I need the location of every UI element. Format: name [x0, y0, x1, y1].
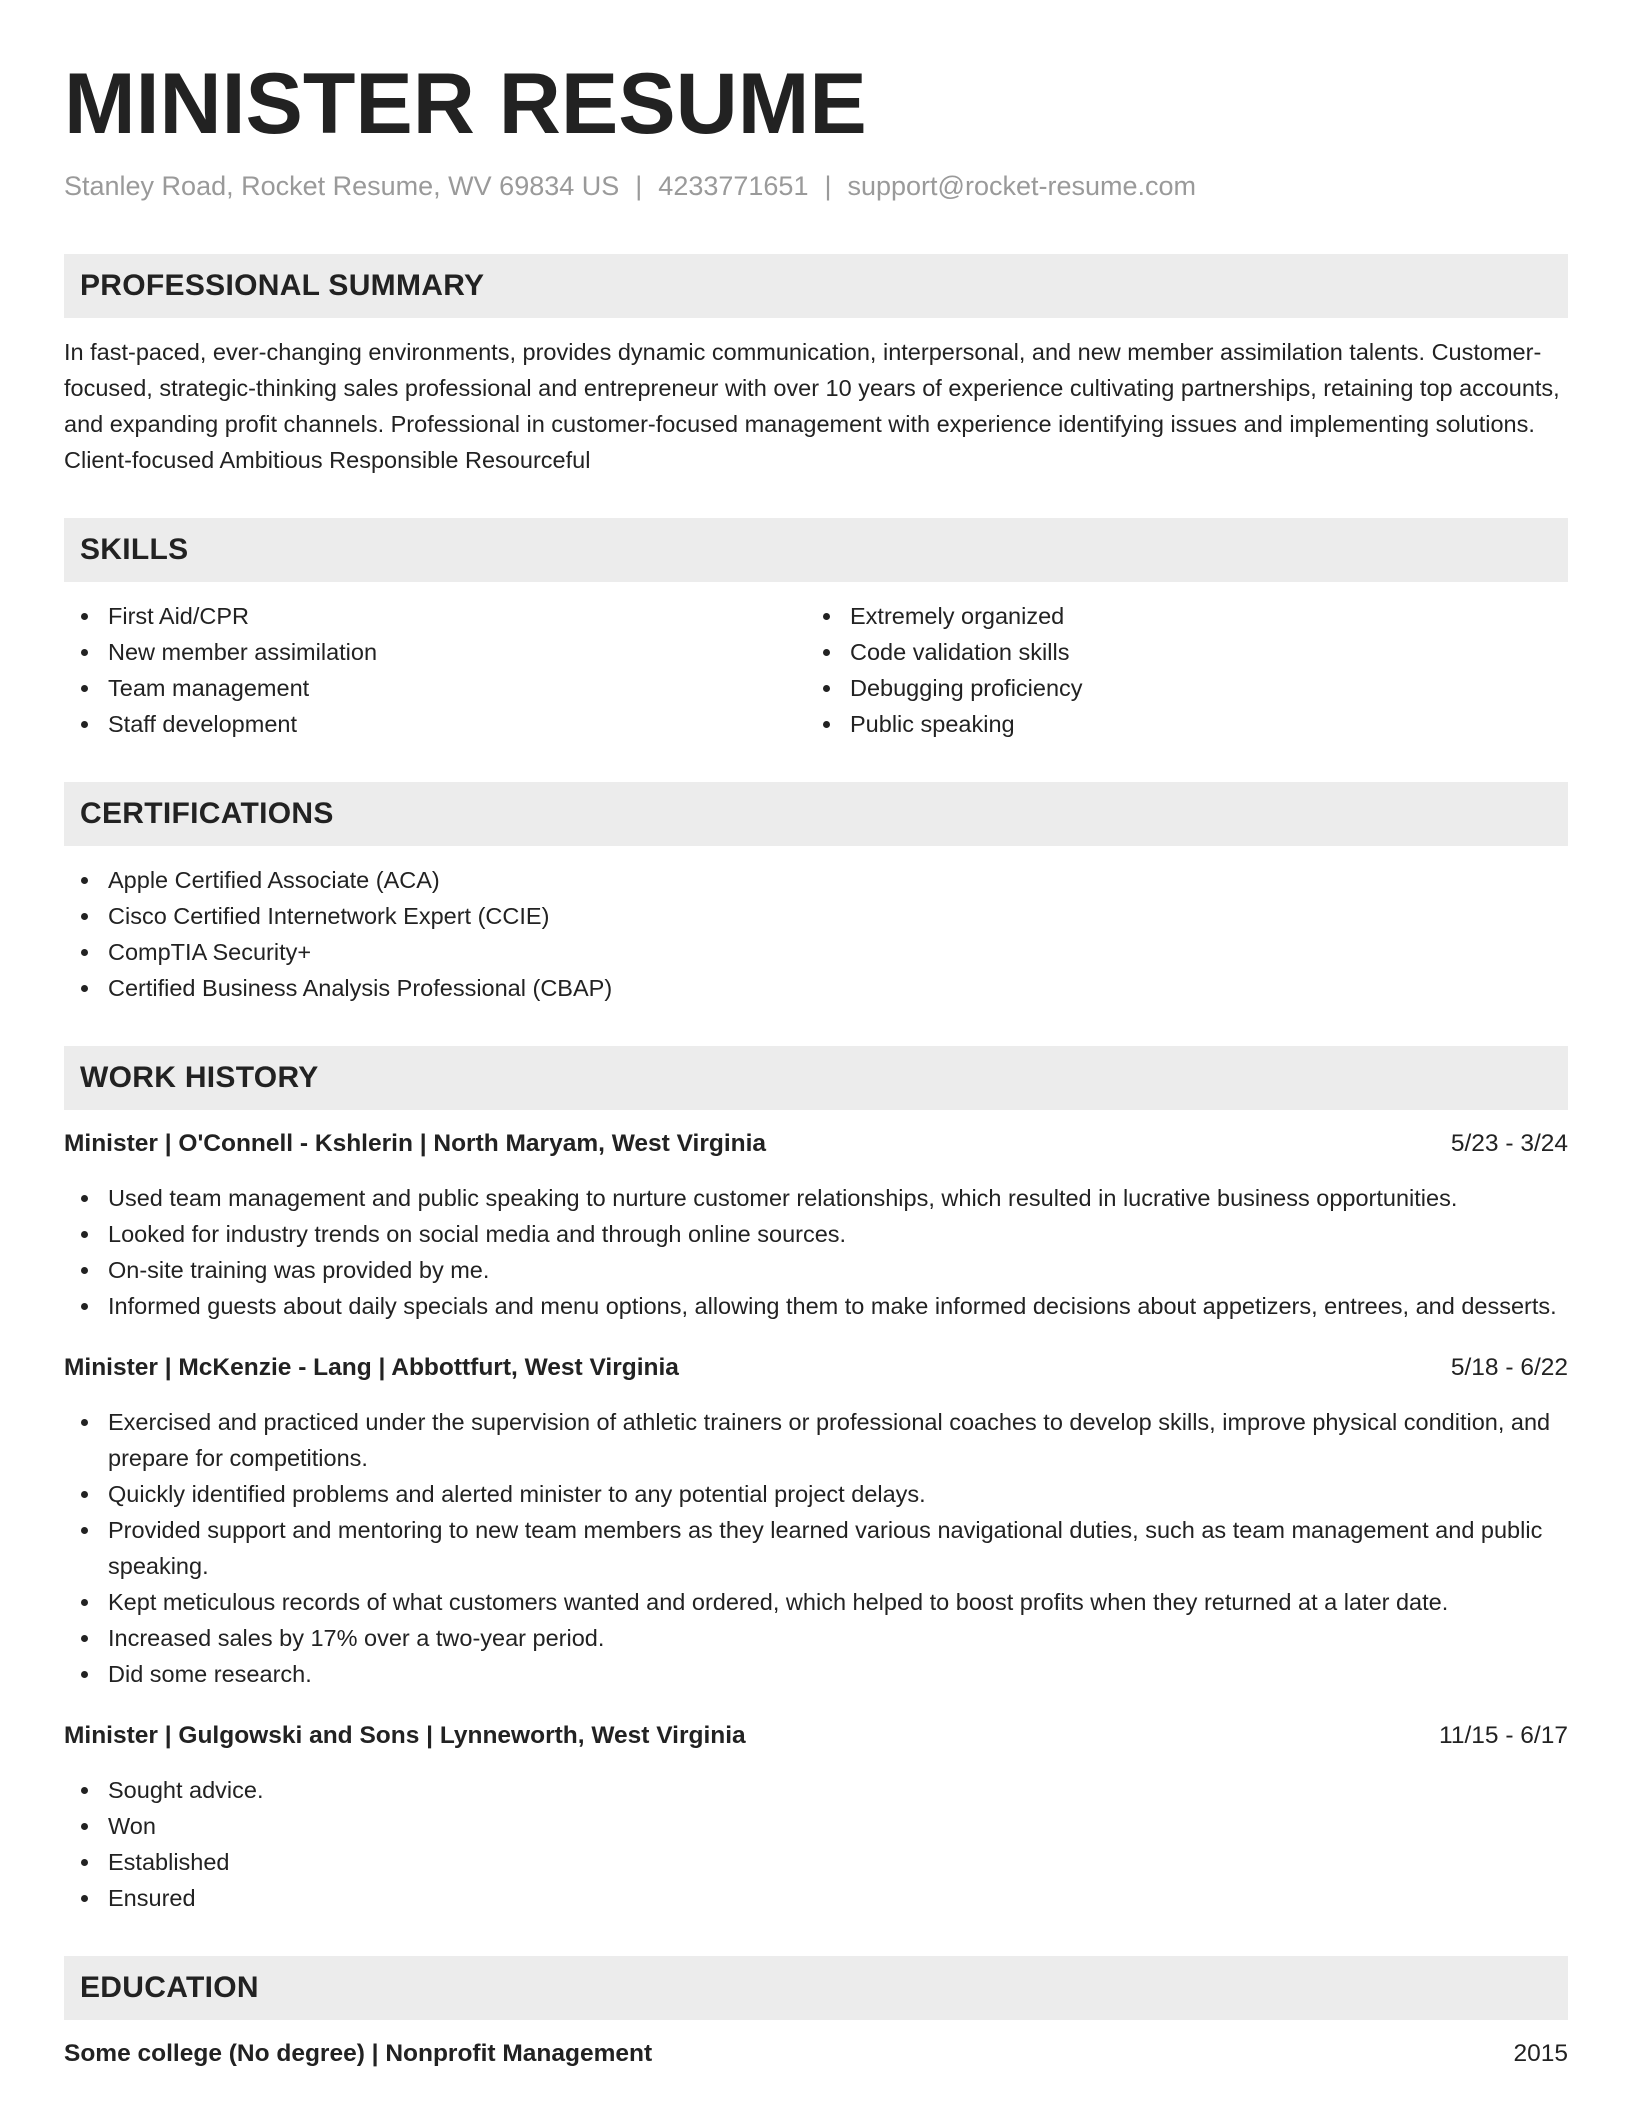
job-bullet: Informed guests about daily specials and menu options, allowing them to make informed decisions about appetizers, entrees, and desserts. [64, 1288, 1568, 1324]
job-entry [64, 1126, 1568, 1324]
job-bullet: Quickly identified problems and alerted minister to any potential project delays. [64, 1476, 1568, 1512]
certification-item: Certified Business Analysis Professional (CBAP) [64, 970, 1568, 1006]
summary-text: In fast-paced, ever-changing environments, provides dynamic communication, interpersonal, and new member assimilation talents. Customer-focused, strategic-thinking sales professional and entrepreneur with over 10 years of experience cultivating partnerships, retaining top accounts, and expanding profit channels. Professional in customer-focused management with experience identifying issues and implementing solutions. Client-focused Ambitious Responsible Resourceful [64, 339, 1560, 473]
job-bullet: Ensured [64, 1880, 1568, 1916]
job-bullet: Provided support and mentoring to new team members as they learned various navigational duties, such as team management and public speaking. [64, 1512, 1568, 1584]
job-title: Minister | McKenzie - Lang | Abbottfurt, West Virginia [64, 1354, 679, 1381]
skill-item: Team management [64, 670, 806, 706]
job-header [64, 1350, 1568, 1386]
education-title: Some college (No degree) | Nonprofit Management [64, 2040, 653, 2067]
job-bullet: Looked for industry trends on social media and through online sources. [64, 1216, 1568, 1252]
job-title: Minister | O'Connell - Kshlerin | North Maryam, West Virginia [64, 1130, 767, 1157]
section-heading-certifications: CERTIFICATIONS [64, 782, 1568, 846]
skill-item: Public speaking [806, 706, 1548, 742]
education-entry [64, 2036, 1568, 2072]
job-dates: 5/18 - 6/22 [1450, 1354, 1568, 1381]
job-bullet: Established [64, 1844, 1568, 1880]
skill-item: Staff development [64, 706, 806, 742]
skill-item: Extremely organized [806, 598, 1548, 634]
contact-email: support@rocket-resume.com [847, 171, 1197, 201]
contact-line [64, 170, 1568, 202]
education-dates: 2015 [1513, 2040, 1568, 2067]
job-entry [64, 1718, 1568, 1916]
certification-item: Cisco Certified Internetwork Expert (CCIE) [64, 898, 1568, 934]
certification-item: Apple Certified Associate (ACA) [64, 862, 1568, 898]
contact-separator: | [824, 171, 832, 201]
job-bullets [64, 1180, 1568, 1324]
section-heading-work-history: WORK HISTORY [64, 1046, 1568, 1110]
certification-item: CompTIA Security+ [64, 934, 1568, 970]
resume-page [64, 0, 1568, 2072]
job-bullets [64, 1404, 1568, 1692]
skills-column-left [64, 598, 806, 742]
contact-separator: | [635, 171, 643, 201]
job-entry [64, 1350, 1568, 1692]
skills-column-right [806, 598, 1548, 742]
job-bullet: On-site training was provided by me. [64, 1252, 1568, 1288]
job-header [64, 1718, 1568, 1754]
job-bullet: Increased sales by 17% over a two-year period. [64, 1620, 1568, 1656]
job-title: Minister | Gulgowski and Sons | Lynneworth, West Virginia [64, 1722, 746, 1749]
job-dates: 11/15 - 6/17 [1439, 1722, 1568, 1749]
job-bullet: Used team management and public speaking to nurture customer relationships, which resulted in lucrative business opportunities. [64, 1180, 1568, 1216]
job-dates: 5/23 - 3/24 [1450, 1130, 1568, 1157]
skills-grid [64, 598, 1568, 742]
contact-address: Stanley Road, Rocket Resume, WV 69834 US [64, 171, 620, 201]
job-bullet: Sought advice. [64, 1772, 1568, 1808]
section-heading-skills: SKILLS [64, 518, 1568, 582]
job-bullets [64, 1772, 1568, 1916]
skill-item: Code validation skills [806, 634, 1548, 670]
job-bullet: Exercised and practiced under the supervision of athletic trainers or professional coaches to develop skills, improve physical condition, and prepare for competitions. [64, 1404, 1568, 1476]
skill-item: New member assimilation [64, 634, 806, 670]
section-heading-summary: PROFESSIONAL SUMMARY [64, 254, 1568, 318]
job-header [64, 1126, 1568, 1162]
certifications-list [64, 862, 1568, 1006]
job-bullet: Did some research. [64, 1656, 1568, 1692]
contact-phone: 4233771651 [658, 171, 809, 201]
job-bullet: Won [64, 1808, 1568, 1844]
skill-item: First Aid/CPR [64, 598, 806, 634]
section-heading-education: EDUCATION [64, 1956, 1568, 2020]
job-bullet: Kept meticulous records of what customers wanted and ordered, which helped to boost profits when they returned at a later date. [64, 1584, 1568, 1620]
resume-name: MINISTER RESUME [64, 56, 867, 152]
skill-item: Debugging proficiency [806, 670, 1548, 706]
